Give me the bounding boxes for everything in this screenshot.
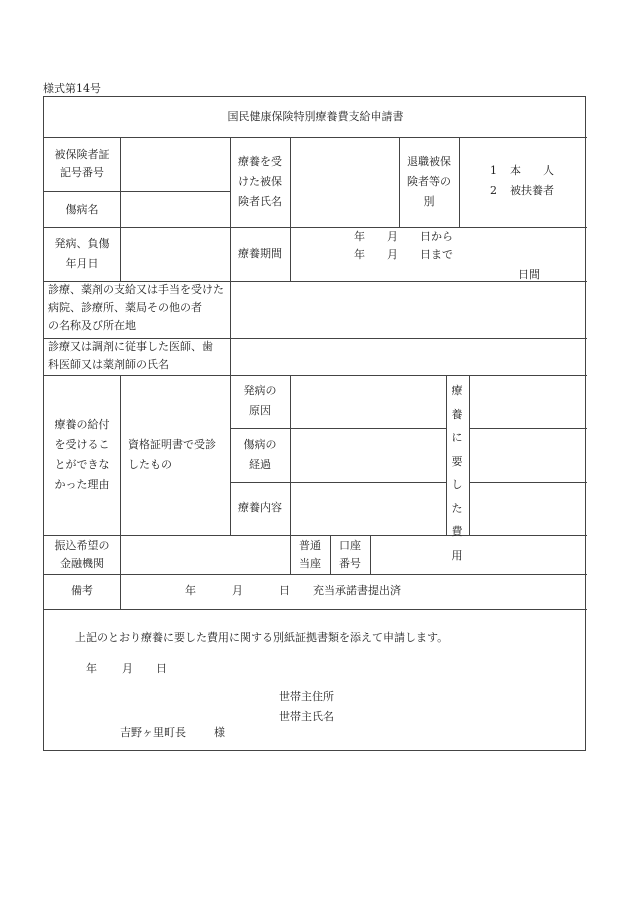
remarks-year: 年	[185, 584, 196, 597]
application-date-day[interactable]: 日	[156, 662, 167, 675]
householder-address-label: 世帯主住所	[279, 690, 334, 703]
insured-id-label: 記号番号	[60, 166, 104, 179]
rule	[446, 375, 447, 535]
householder-name-label: 世帯主氏名	[279, 710, 334, 723]
rule	[230, 281, 231, 375]
rule	[120, 375, 121, 535]
reason-label: を受けるこ	[54, 438, 110, 451]
disease-name-label: 傷病名	[65, 203, 99, 216]
rule	[230, 482, 446, 483]
retiree-label: 別	[423, 195, 435, 208]
rule	[44, 137, 587, 138]
rule	[459, 137, 460, 227]
rule	[290, 137, 291, 281]
onset-date-label: 年月日	[65, 257, 99, 270]
rule	[44, 574, 587, 575]
remarks-text: 充当承諾書提出済	[313, 584, 401, 597]
reason-label: とができな	[54, 458, 110, 471]
period-days[interactable]: 日間	[518, 268, 540, 281]
application-date-year[interactable]: 年	[86, 662, 97, 675]
account-number-label: 口座	[339, 539, 361, 552]
period-to[interactable]: 年 月 日まで	[354, 248, 453, 261]
period-from[interactable]: 年 月 日から	[354, 230, 453, 243]
onset-date-label: 発病、負傷	[54, 237, 110, 250]
account-type[interactable]: 普通	[299, 539, 321, 552]
account-type[interactable]: 当座	[299, 557, 321, 570]
rule	[469, 375, 470, 535]
qualification-label: 資格証明書で受診	[128, 438, 216, 451]
reason-label: 療養の給付	[54, 418, 110, 431]
remarks-day: 日	[279, 584, 290, 597]
practitioner-label: 診療又は調剤に従事した医師、歯	[48, 340, 213, 353]
retiree-option-self[interactable]: 本 人	[510, 164, 554, 177]
patient-name-label: けた被保	[238, 175, 282, 188]
retiree-option-dependent[interactable]: 被扶養者	[510, 184, 554, 197]
qualification-label: したもの	[128, 458, 172, 471]
rule	[469, 428, 587, 429]
rule	[120, 137, 121, 281]
rule	[120, 535, 121, 609]
insured-id-label: 被保険者証	[54, 148, 110, 161]
declaration-text: 上記のとおり療養に要した費用に関する別紙証拠書類を添えて申請します。	[75, 631, 449, 644]
rule	[44, 375, 587, 376]
honorific: 様	[214, 726, 225, 739]
treatment-period-label: 療養期間	[238, 247, 282, 260]
cost-label-vertical: 療養に要した費用	[451, 384, 463, 562]
practitioner-label: 科医師又は薬剤師の氏名	[48, 358, 169, 371]
account-number-label: 番号	[339, 557, 361, 570]
form-title: 国民健康保険特別療養費支給申請書	[227, 110, 404, 123]
retiree-label: 退職被保	[407, 155, 451, 168]
rule	[230, 428, 446, 429]
rule	[290, 375, 291, 535]
application-form	[43, 96, 586, 751]
cause-label: 発病の	[243, 384, 277, 397]
remarks-month: 月	[232, 584, 243, 597]
retiree-option-number: 1	[490, 164, 497, 177]
provider-label: の名称及び所在地	[48, 319, 136, 332]
patient-name-label: 険者氏名	[238, 195, 282, 208]
retiree-option-number: 2	[490, 184, 497, 197]
rule	[44, 227, 587, 228]
course-label: 傷病の	[243, 438, 277, 451]
treatment-content-label: 療養内容	[238, 501, 282, 514]
application-date-month[interactable]: 月	[122, 662, 133, 675]
retiree-label: 険者等の	[407, 175, 451, 188]
bank-label: 振込希望の	[54, 539, 110, 552]
rule	[44, 609, 587, 610]
cause-label: 原因	[249, 404, 271, 417]
rule	[469, 482, 587, 483]
provider-label: 診療、薬剤の支給又は手当を受けた病院、診療所、薬局その他の者	[48, 283, 224, 314]
rule	[370, 535, 371, 574]
form-number: 様式第14号	[43, 82, 101, 95]
reason-label: かった理由	[54, 478, 110, 491]
bank-label: 金融機関	[60, 557, 104, 570]
course-label: 経過	[249, 458, 271, 471]
patient-name-label: 療養を受	[238, 155, 282, 168]
remarks-label: 備考	[71, 584, 93, 597]
rule	[44, 191, 230, 192]
addressee: 吉野ヶ里町長	[120, 726, 186, 739]
